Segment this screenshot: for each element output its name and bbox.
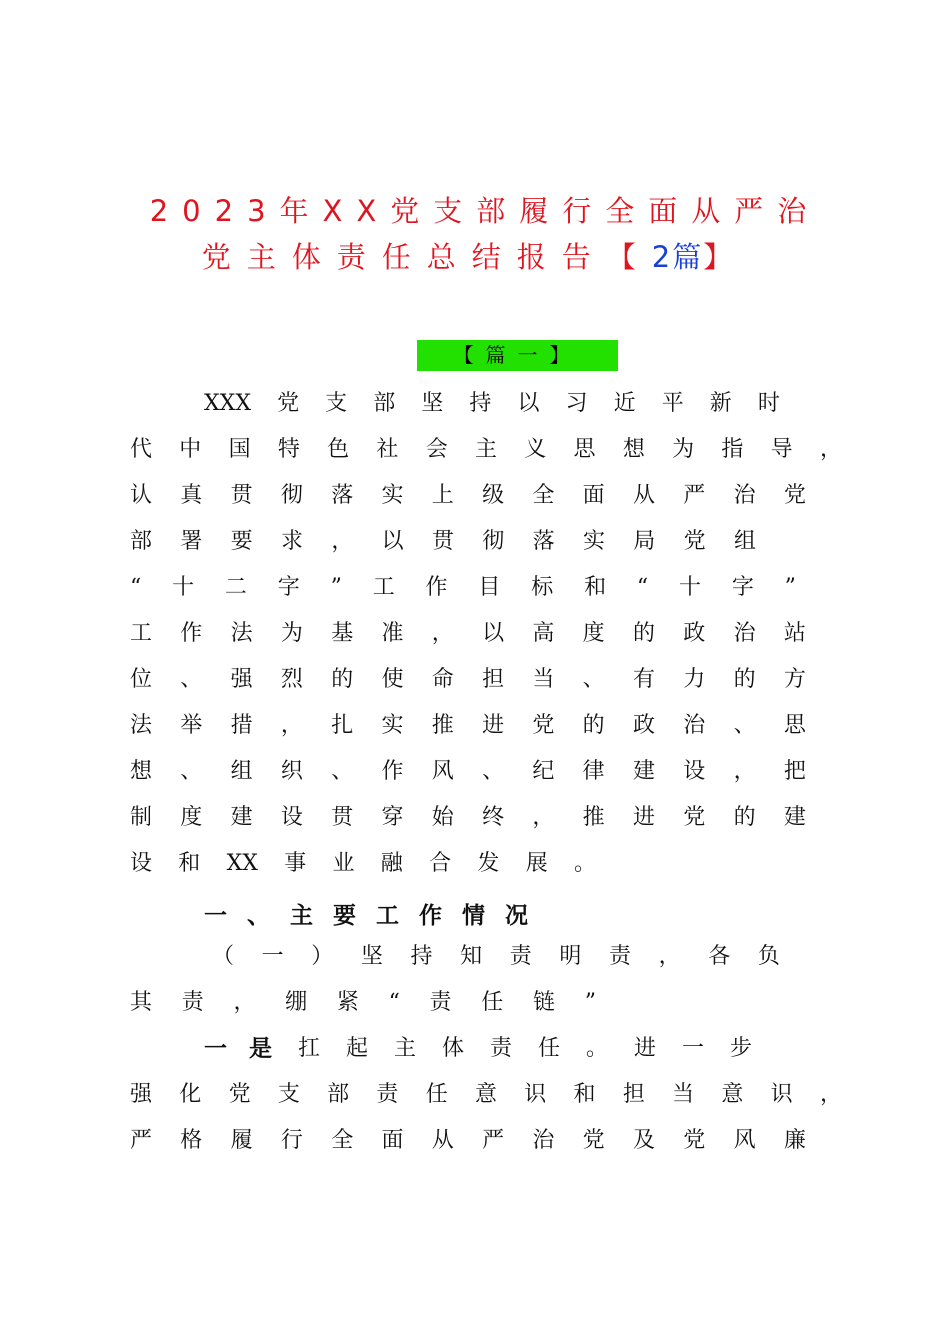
paragraph-line <box>130 803 806 833</box>
glyph: 、 <box>733 713 756 738</box>
glyph: 化 <box>179 1082 202 1107</box>
glyph: 设 <box>683 759 706 784</box>
glyph: （ <box>212 944 235 969</box>
glyph: 事 <box>284 851 307 876</box>
glyph: 为 <box>280 621 303 646</box>
glyph: 责 <box>181 990 204 1015</box>
paragraph-line <box>130 849 596 879</box>
glyph: 、 <box>180 667 203 692</box>
glyph: 十 <box>172 575 195 600</box>
glyph: 思 <box>783 713 806 738</box>
glyph: 任 <box>425 1082 448 1107</box>
glyph: 融 <box>380 851 403 876</box>
glyph: 平 <box>661 391 684 416</box>
document-title-line-2 <box>0 235 950 276</box>
glyph: 、 <box>331 759 354 784</box>
glyph: 意 <box>474 1082 497 1107</box>
section-tag-article-one: 【篇一】 <box>417 340 618 371</box>
glyph: 的 <box>331 667 354 692</box>
glyph: ， <box>819 437 842 462</box>
glyph: 作 <box>381 759 404 784</box>
glyph: 坚 <box>421 391 444 416</box>
glyph: 当 <box>672 1082 695 1107</box>
glyph: 担 <box>622 1082 645 1107</box>
glyph: “ <box>388 990 400 1015</box>
glyph: 烈 <box>280 667 303 692</box>
glyph: 字 <box>731 575 754 600</box>
glyph: 新 <box>709 391 732 416</box>
glyph: 想 <box>130 759 153 784</box>
glyph: 真 <box>180 483 203 508</box>
glyph: 坚 <box>360 944 383 969</box>
paragraph-line <box>204 389 780 419</box>
glyph: 度 <box>180 805 203 830</box>
glyph: ” <box>330 575 342 600</box>
glyph: 合 <box>429 851 452 876</box>
glyph: 作 <box>425 575 448 600</box>
glyph: 为 <box>672 437 695 462</box>
glyph: 举 <box>180 713 203 738</box>
glyph: 严 <box>683 483 706 508</box>
glyph: 责 <box>429 990 452 1015</box>
glyph: 度 <box>582 621 605 646</box>
glyph: 标 <box>531 575 554 600</box>
glyph: 认 <box>130 483 153 508</box>
glyph: XX <box>226 851 258 876</box>
glyph: 党 <box>683 1128 706 1153</box>
glyph: 严 <box>130 1128 153 1153</box>
glyph: 代 <box>130 437 153 462</box>
paragraph-line <box>130 481 806 511</box>
paragraph-line <box>130 435 842 465</box>
glyph: 上 <box>431 483 454 508</box>
glyph: 国 <box>228 437 251 462</box>
glyph: 准 <box>381 621 404 646</box>
glyph: 法 <box>130 713 153 738</box>
glyph: 命 <box>431 667 454 692</box>
glyph: 落 <box>331 483 354 508</box>
glyph: 制 <box>130 805 153 830</box>
glyph: 强 <box>230 667 253 692</box>
glyph: ， <box>658 944 681 969</box>
glyph: 位 <box>130 667 153 692</box>
glyph: 彻 <box>280 483 303 508</box>
subheading-line <box>130 988 596 1018</box>
glyph: 进 <box>632 805 655 830</box>
glyph: 终 <box>482 805 505 830</box>
glyph: 实 <box>582 529 605 554</box>
glyph: 局 <box>633 529 656 554</box>
glyph: 的 <box>632 621 655 646</box>
glyph: 党 <box>532 713 555 738</box>
glyph: 思 <box>573 437 596 462</box>
glyph: 以 <box>381 529 404 554</box>
glyph: 落 <box>532 529 555 554</box>
glyph: 部 <box>327 1082 350 1107</box>
glyph: 党 <box>783 483 806 508</box>
glyph: 字 <box>277 575 300 600</box>
glyph: 各 <box>708 944 731 969</box>
glyph: 党 <box>228 1082 251 1107</box>
glyph: 求 <box>280 529 303 554</box>
glyph: 政 <box>632 713 655 738</box>
glyph: 从 <box>431 1128 454 1153</box>
glyph: 始 <box>431 805 454 830</box>
glyph: 把 <box>783 759 806 784</box>
glyph: 纪 <box>532 759 555 784</box>
glyph: 及 <box>632 1128 655 1153</box>
glyph: 展 <box>525 851 548 876</box>
glyph: 主 <box>474 437 497 462</box>
glyph: 导 <box>770 437 793 462</box>
glyph: 作 <box>180 621 203 646</box>
paragraph-line <box>130 757 806 787</box>
glyph: 持 <box>410 944 433 969</box>
glyph: 治 <box>532 1128 555 1153</box>
glyph: 高 <box>532 621 555 646</box>
glyph: 特 <box>277 437 300 462</box>
paragraph-line <box>130 619 806 649</box>
glyph: 紧 <box>336 990 359 1015</box>
glyph: 责 <box>376 1082 399 1107</box>
glyph: 署 <box>180 529 203 554</box>
title-bracket-open: 【 <box>606 240 652 274</box>
glyph: 全 <box>532 483 555 508</box>
glyph: 支 <box>325 391 348 416</box>
glyph: 工 <box>130 621 153 646</box>
glyph: 业 <box>332 851 355 876</box>
glyph: 基 <box>331 621 354 646</box>
paragraph-line <box>130 1126 806 1156</box>
glyph: 和 <box>178 851 201 876</box>
glyph: 组 <box>733 529 756 554</box>
glyph: 强 <box>130 1082 153 1107</box>
paragraph-line <box>130 527 756 557</box>
glyph: 会 <box>425 437 448 462</box>
glyph: 要 <box>230 529 253 554</box>
glyph: 持 <box>469 391 492 416</box>
glyph: 严 <box>482 1128 505 1153</box>
glyph: 时 <box>757 391 780 416</box>
glyph: 全 <box>331 1128 354 1153</box>
glyph: 建 <box>230 805 253 830</box>
glyph: 风 <box>431 759 454 784</box>
glyph: 责 <box>509 944 532 969</box>
glyph: 使 <box>381 667 404 692</box>
glyph: 实 <box>381 713 404 738</box>
glyph: 习 <box>565 391 588 416</box>
glyph: “ <box>130 575 142 600</box>
glyph: 织 <box>280 759 303 784</box>
title-bracket-close: 】 <box>703 240 749 274</box>
glyph: 设 <box>130 851 153 876</box>
glyph: ， <box>733 759 756 784</box>
glyph: 。 <box>573 851 596 876</box>
glyph: 面 <box>582 483 605 508</box>
glyph: 义 <box>524 437 547 462</box>
paragraph-line <box>130 573 796 603</box>
glyph: 推 <box>431 713 454 738</box>
glyph: 履 <box>230 1128 253 1153</box>
glyph: 以 <box>482 621 505 646</box>
glyph: 一 <box>261 944 284 969</box>
glyph: 贯 <box>331 805 354 830</box>
title-line-2-text: 党主体责任总结报告 <box>201 240 607 274</box>
glyph: 中 <box>179 437 202 462</box>
glyph: 和 <box>573 1082 596 1107</box>
glyph: 工 <box>372 575 395 600</box>
glyph: 识 <box>524 1082 547 1107</box>
glyph: ， <box>331 529 354 554</box>
glyph: 实 <box>381 483 404 508</box>
glyph: ， <box>819 1082 842 1107</box>
glyph: 以 <box>517 391 540 416</box>
glyph: ， <box>233 990 256 1015</box>
glyph: 、 <box>180 759 203 784</box>
glyph: 贯 <box>230 483 253 508</box>
glyph: 的 <box>582 713 605 738</box>
glyph: 想 <box>622 437 645 462</box>
glyph: 党 <box>683 529 706 554</box>
glyph: 其 <box>130 990 153 1015</box>
glyph: 组 <box>230 759 253 784</box>
glyph: 支 <box>277 1082 300 1107</box>
glyph: 党 <box>683 805 706 830</box>
subheading-line <box>212 942 780 972</box>
glyph: “ <box>636 575 649 600</box>
glyph: 廉 <box>783 1128 806 1153</box>
glyph: 党 <box>277 391 300 416</box>
glyph: 治 <box>733 483 756 508</box>
glyph: 当 <box>532 667 555 692</box>
point-lead: 一是 <box>204 1036 294 1062</box>
glyph: 贯 <box>431 529 454 554</box>
glyph: 绷 <box>285 990 308 1015</box>
glyph: 政 <box>683 621 706 646</box>
glyph: 责 <box>609 944 632 969</box>
glyph: ， <box>532 805 555 830</box>
title-article-count: 2篇 <box>651 240 704 274</box>
glyph: ” <box>584 990 596 1015</box>
glyph: 负 <box>757 944 780 969</box>
glyph: 级 <box>482 483 505 508</box>
glyph: 站 <box>783 621 806 646</box>
glyph: 风 <box>733 1128 756 1153</box>
glyph: 格 <box>180 1128 203 1153</box>
glyph: 色 <box>327 437 350 462</box>
glyph: 面 <box>381 1128 404 1153</box>
glyph: 行 <box>280 1128 303 1153</box>
glyph: XXX <box>204 391 251 416</box>
glyph: 进 <box>482 713 505 738</box>
glyph: 识 <box>770 1082 793 1107</box>
glyph: 的 <box>733 805 756 830</box>
glyph: ） <box>311 944 334 969</box>
glyph: 明 <box>559 944 582 969</box>
document-title-line-1: 2023年XX党支部履行全面从严治 <box>149 194 821 228</box>
glyph: 推 <box>582 805 605 830</box>
glyph: 有 <box>632 667 655 692</box>
glyph: 和 <box>584 575 607 600</box>
paragraph-line <box>130 665 806 695</box>
section-heading: 一、主要工作情况 <box>204 903 548 929</box>
glyph: ， <box>280 713 303 738</box>
glyph: 链 <box>532 990 555 1015</box>
glyph: 指 <box>721 437 744 462</box>
glyph: 彻 <box>482 529 505 554</box>
glyph: 知 <box>460 944 483 969</box>
glyph: 从 <box>632 483 655 508</box>
glyph: 措 <box>230 713 253 738</box>
glyph: 部 <box>373 391 396 416</box>
glyph: 近 <box>613 391 636 416</box>
glyph: 、 <box>582 667 605 692</box>
glyph: 意 <box>721 1082 744 1107</box>
glyph: 、 <box>482 759 505 784</box>
glyph: 目 <box>478 575 501 600</box>
glyph: 的 <box>733 667 756 692</box>
glyph: 十 <box>678 575 701 600</box>
glyph: 任 <box>481 990 504 1015</box>
glyph: 发 <box>477 851 500 876</box>
glyph: 律 <box>582 759 605 784</box>
glyph: 治 <box>683 713 706 738</box>
glyph: 设 <box>280 805 303 830</box>
point-line <box>204 1034 780 1064</box>
glyph: 社 <box>376 437 399 462</box>
glyph: 力 <box>683 667 706 692</box>
paragraph-line <box>130 711 806 741</box>
glyph: ” <box>784 575 796 600</box>
glyph: 部 <box>130 529 153 554</box>
point-text: 扛起主体责任。进一步 <box>298 1036 779 1061</box>
glyph: 建 <box>783 805 806 830</box>
glyph: 建 <box>632 759 655 784</box>
glyph: 法 <box>230 621 253 646</box>
glyph: 治 <box>733 621 756 646</box>
glyph: 二 <box>224 575 247 600</box>
glyph: ， <box>431 621 454 646</box>
glyph: 扎 <box>331 713 354 738</box>
glyph: 穿 <box>381 805 404 830</box>
paragraph-line <box>130 1080 842 1110</box>
glyph: 担 <box>482 667 505 692</box>
glyph: 党 <box>582 1128 605 1153</box>
glyph: 方 <box>783 667 806 692</box>
